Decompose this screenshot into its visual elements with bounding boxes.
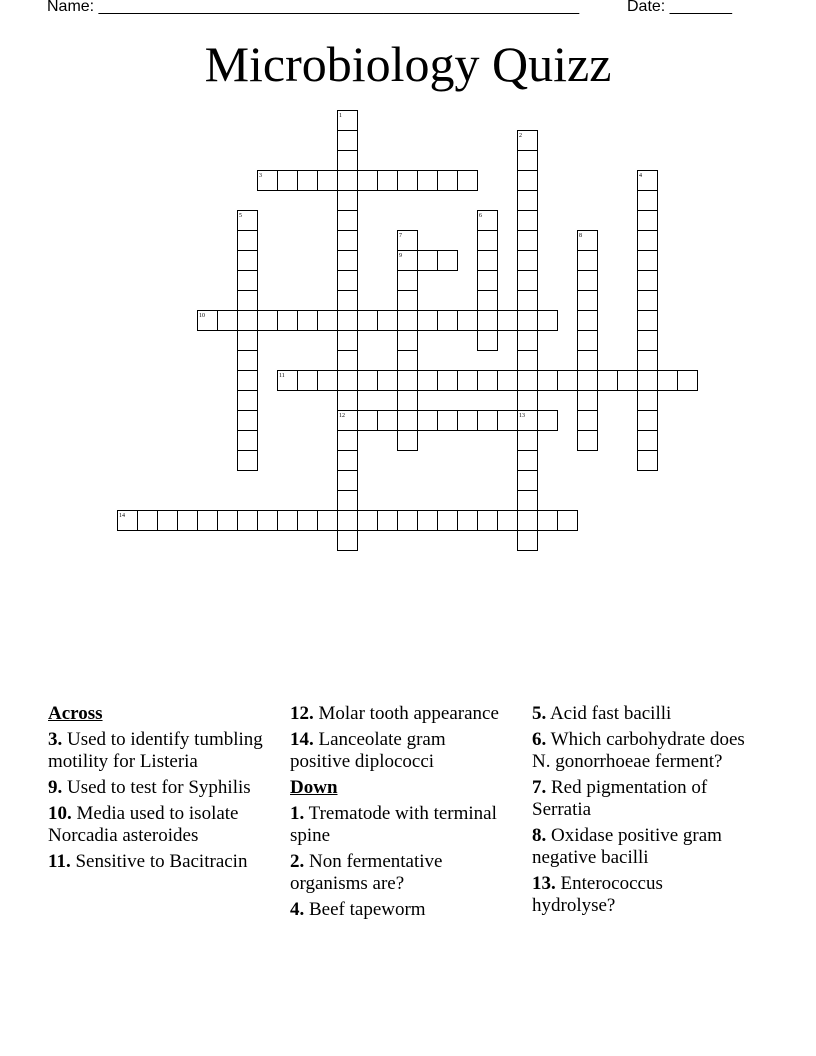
grid-cell[interactable] [338,311,358,331]
grid-cell[interactable] [638,271,658,291]
grid-cell[interactable] [518,171,538,191]
clue-number: 12. [290,703,314,724]
grid-cell[interactable] [418,171,438,191]
grid-cell[interactable] [238,351,258,371]
grid-cell[interactable] [198,511,218,531]
grid-cell[interactable] [638,451,658,471]
clue-down-2 [290,851,505,895]
grid-cell[interactable] [438,251,458,271]
grid-cell[interactable] [138,511,158,531]
down-heading: Down [290,777,338,798]
clue-text: Sensitive to Bacitracin [75,851,248,872]
grid-cell[interactable] [438,511,458,531]
grid-cell[interactable] [618,371,638,391]
clue-down-4 [290,899,505,921]
clue-down-13 [532,873,747,917]
clue-number: 7. [532,777,547,798]
grid-cell[interactable] [258,311,278,331]
cell-number: 4 [639,173,642,179]
grid-cell[interactable] [518,371,538,391]
grid-cell[interactable] [278,171,298,191]
grid-cell[interactable] [578,431,598,451]
grid-cell[interactable] [518,211,538,231]
grid-cell[interactable] [538,371,558,391]
grid-cell[interactable] [338,471,358,491]
grid-cell[interactable] [458,171,478,191]
clue-text: Oxidase positive gram negative bacilli [532,825,722,868]
grid-cell[interactable] [318,371,338,391]
grid-cell[interactable] [458,511,478,531]
grid-cell[interactable] [178,511,198,531]
grid-cell[interactable] [338,531,358,551]
grid-cell[interactable] [338,451,358,471]
grid-cell[interactable] [398,271,418,291]
grid-cell[interactable] [398,291,418,311]
grid-cell[interactable] [518,491,538,511]
clue-number: 11. [48,851,71,872]
clue-down-8 [532,825,747,869]
grid-cell[interactable] [638,371,658,391]
clue-number: 3. [48,729,63,750]
clue-number: 2. [290,851,305,872]
grid-cell[interactable] [238,371,258,391]
grid-cell[interactable] [518,151,538,171]
grid-cell[interactable] [398,331,418,351]
grid-cell[interactable] [338,231,358,251]
grid-cell[interactable] [418,511,438,531]
clue-text: Lanceolate gram positive diplococci [290,729,446,772]
grid-cell[interactable] [378,511,398,531]
grid-cell[interactable] [338,331,358,351]
grid-cell[interactable] [458,411,478,431]
clue-number: 13. [532,873,556,894]
cell-number: 8 [579,233,582,239]
grid-cell[interactable] [418,411,438,431]
grid-cell[interactable] [158,511,178,531]
cell-number: 14 [119,513,125,519]
grid-cell[interactable] [678,371,698,391]
clue-text: Non fermentative organisms are? [290,851,443,894]
grid-cell[interactable] [398,311,418,331]
grid-cell[interactable] [238,271,258,291]
grid-cell[interactable] [518,351,538,371]
grid-cell[interactable] [458,371,478,391]
clue-column-2 [290,703,505,925]
grid-cell[interactable] [558,371,578,391]
across-heading: Across [48,703,103,724]
grid-cell[interactable] [298,311,318,331]
grid-cell[interactable] [518,191,538,211]
grid-cell[interactable] [318,511,338,531]
cell-number: 6 [479,213,482,219]
grid-cell[interactable] [238,311,258,331]
grid-cell[interactable] [578,371,598,391]
grid-cell[interactable] [638,231,658,251]
grid-cell[interactable] [638,411,658,431]
grid-cell[interactable] [578,291,598,311]
grid-cell[interactable] [538,511,558,531]
cell-number: 11 [279,373,285,379]
grid-cell[interactable] [238,431,258,451]
clue-text: Acid fast bacilli [549,703,672,724]
grid-cell[interactable] [578,311,598,331]
grid-cell[interactable] [418,251,438,271]
grid-cell[interactable] [578,251,598,271]
grid-cell[interactable] [518,511,538,531]
grid-cell[interactable] [358,511,378,531]
clue-text: Used to test for Syphilis [67,777,251,798]
grid-cell[interactable] [398,411,418,431]
grid-cell[interactable] [338,131,358,151]
grid-cell[interactable] [398,171,418,191]
grid-cell[interactable] [358,411,378,431]
grid-cell[interactable] [338,371,358,391]
clue-down-1 [290,803,505,847]
grid-cell[interactable] [238,411,258,431]
grid-cell[interactable] [478,411,498,431]
clue-down-6 [532,729,747,773]
grid-cell[interactable] [518,471,538,491]
grid-cell[interactable] [338,291,358,311]
clue-across-11 [48,851,263,873]
grid-cell[interactable] [578,271,598,291]
grid-cell[interactable] [518,291,538,311]
grid-cell[interactable] [358,311,378,331]
grid-cell[interactable] [338,491,358,511]
grid-cell[interactable] [478,231,498,251]
grid-cell[interactable] [238,231,258,251]
date-field[interactable]: Date: _______ [627,0,732,15]
grid-cell[interactable] [578,351,598,371]
grid-cell[interactable] [478,511,498,531]
grid-cell[interactable] [398,371,418,391]
grid-cell[interactable] [238,291,258,311]
grid-cell[interactable] [378,171,398,191]
grid-cell[interactable] [278,511,298,531]
grid-cell[interactable] [518,431,538,451]
grid-cell[interactable] [238,451,258,471]
grid-cell[interactable] [298,511,318,531]
grid-cell[interactable] [418,311,438,331]
grid-cell[interactable] [418,371,438,391]
grid-cell[interactable] [538,411,558,431]
grid-cell[interactable] [438,371,458,391]
grid-cell[interactable] [638,331,658,351]
grid-cell[interactable] [518,311,538,331]
clue-text: Beef tapeworm [309,899,426,920]
cell-number: 10 [199,313,205,319]
cell-number: 13 [519,413,525,419]
grid-cell[interactable] [258,511,278,531]
clue-column-1 [48,703,263,877]
grid-cell[interactable] [338,351,358,371]
grid-cell[interactable] [338,151,358,171]
grid-cell[interactable] [338,391,358,411]
cell-number: 9 [399,253,402,259]
grid-cell[interactable] [478,371,498,391]
clue-down-7 [532,777,747,821]
grid-cell[interactable] [638,191,658,211]
grid-cell[interactable] [518,451,538,471]
clue-column-3 [532,703,747,921]
grid-cell[interactable] [498,371,518,391]
clue-number: 8. [532,825,547,846]
grid-cell[interactable] [478,251,498,271]
clue-text: Media used to isolate Norcadia asteroides [48,803,239,846]
grid-cell[interactable] [398,391,418,411]
grid-cell[interactable] [498,411,518,431]
grid-cell[interactable] [398,431,418,451]
clue-across-12 [290,703,505,725]
grid-cell[interactable] [438,171,458,191]
grid-cell[interactable] [338,211,358,231]
grid-cell[interactable] [238,331,258,351]
clue-text: Enterococcus hydrolyse? [532,873,663,916]
grid-cell[interactable] [318,171,338,191]
clue-across-3 [48,729,263,773]
clue-number: 4. [290,899,305,920]
grid-cell[interactable] [518,231,538,251]
grid-cell[interactable] [538,311,558,331]
clue-text: Used to identify tumbling motility for Listeria [48,729,263,772]
cell-number: 7 [399,233,402,239]
clue-number: 1. [290,803,305,824]
cell-number: 2 [519,133,522,139]
grid-cell[interactable] [338,191,358,211]
grid-cell[interactable] [278,311,298,331]
clue-text: Trematode with terminal spine [290,803,497,846]
clue-across-10 [48,803,263,847]
grid-cell[interactable] [558,511,578,531]
grid-cell[interactable] [358,371,378,391]
grid-cell[interactable] [638,291,658,311]
grid-cell[interactable] [238,511,258,531]
grid-cell[interactable] [638,251,658,271]
grid-cell[interactable] [458,311,478,331]
grid-cell[interactable] [658,371,678,391]
grid-cell[interactable] [338,511,358,531]
grid-cell[interactable] [638,431,658,451]
grid-cell[interactable] [398,351,418,371]
grid-cell[interactable] [298,371,318,391]
grid-cell[interactable] [578,411,598,431]
clue-number: 10. [48,803,72,824]
grid-cell[interactable] [638,211,658,231]
grid-cell[interactable] [298,171,318,191]
grid-cell[interactable] [378,411,398,431]
clue-number: 5. [532,703,547,724]
clue-text: Red pigmentation of Serratia [532,777,708,820]
grid-cell[interactable] [518,251,538,271]
grid-cell[interactable] [518,271,538,291]
grid-cell[interactable] [478,311,498,331]
clue-number: 9. [48,777,63,798]
grid-cell[interactable] [218,511,238,531]
grid-cell[interactable] [378,311,398,331]
cell-number: 3 [259,173,262,179]
grid-cell[interactable] [518,531,538,551]
clue-text: Which carbohydrate does N. gonorrhoeae ferment? [532,729,745,772]
grid-cell[interactable] [598,371,618,391]
grid-cell[interactable] [238,391,258,411]
grid-cell[interactable] [578,331,598,351]
cell-number: 5 [239,213,242,219]
grid-cell[interactable] [378,371,398,391]
clue-text: Molar tooth appearance [318,703,499,724]
grid-cell[interactable] [498,311,518,331]
grid-cell[interactable] [478,271,498,291]
grid-cell[interactable] [638,351,658,371]
cell-number: 12 [339,413,345,419]
grid-cell[interactable] [438,311,458,331]
clue-across-14 [290,729,505,773]
grid-cell[interactable] [358,171,378,191]
grid-cell[interactable] [338,171,358,191]
name-field[interactable]: Name: ______________________________________________________ [47,0,580,15]
grid-cell[interactable] [338,431,358,451]
grid-cell[interactable] [398,511,418,531]
grid-cell[interactable] [338,251,358,271]
grid-cell[interactable] [498,511,518,531]
grid-cell[interactable] [638,311,658,331]
grid-cell[interactable] [518,391,538,411]
cell-number: 1 [339,113,342,119]
grid-cell[interactable] [338,271,358,291]
grid-cell[interactable] [578,391,598,411]
grid-cell[interactable] [238,251,258,271]
grid-cell[interactable] [438,411,458,431]
clue-number: 6. [532,729,547,750]
page-title: Microbiology Quizz [204,36,612,92]
clue-down-5 [532,703,747,725]
clue-across-9 [48,777,263,799]
grid-cell[interactable] [218,311,238,331]
clue-number: 14. [290,729,314,750]
grid-cell[interactable] [638,391,658,411]
grid-cell[interactable] [478,331,498,351]
grid-cell[interactable] [478,291,498,311]
grid-cell[interactable] [318,311,338,331]
grid-cell[interactable] [518,331,538,351]
